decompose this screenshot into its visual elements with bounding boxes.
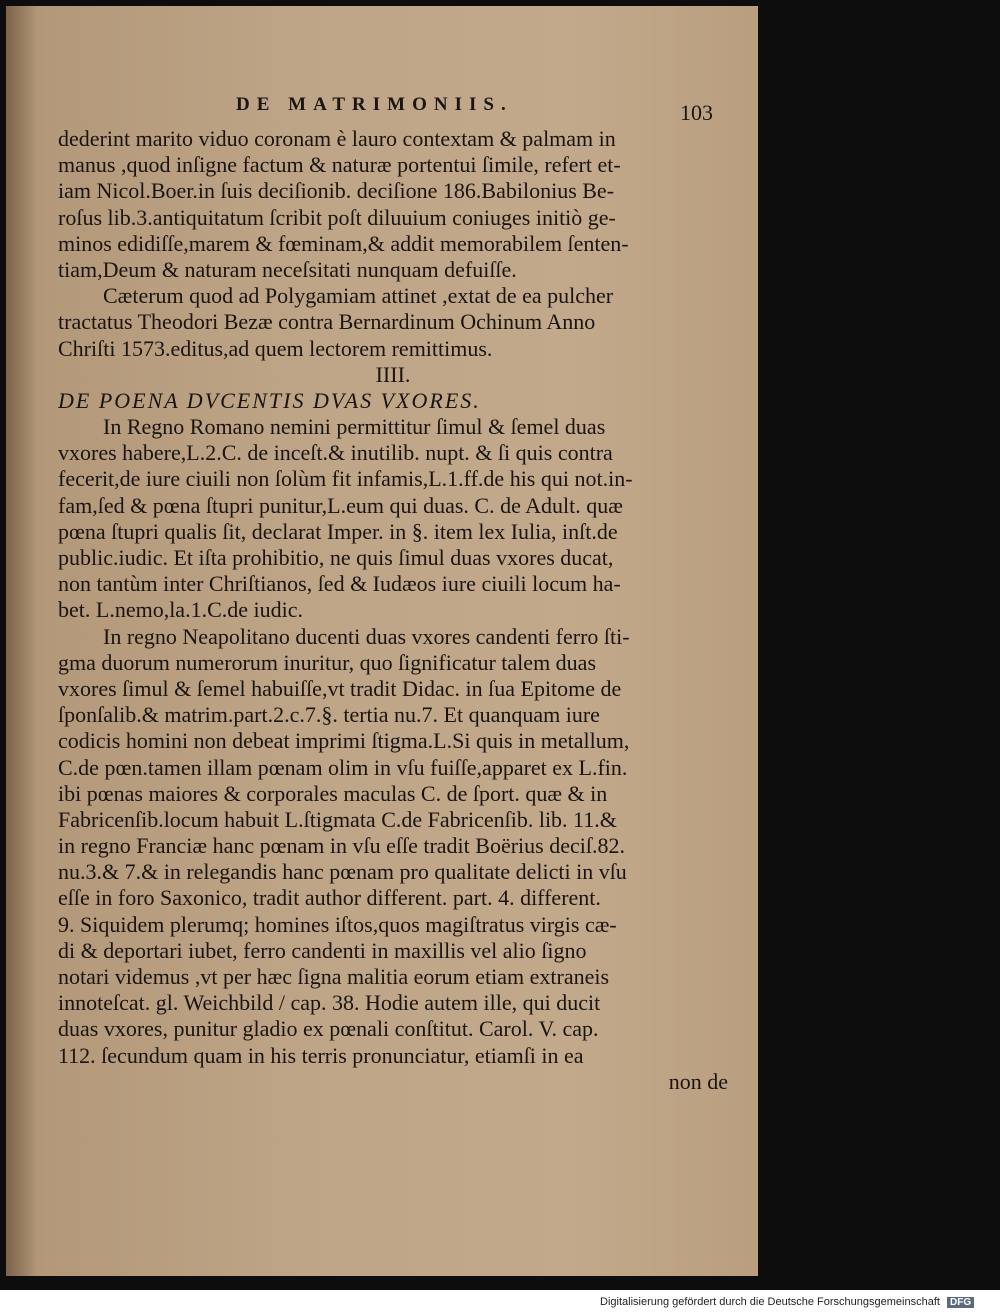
body-text [58,126,728,1095]
text-line: di & deportari iubet, ferro candenti in maxillis vel alio ſigno [58,937,587,963]
text-line: manus ,quod inſigne factum & naturæ portentui ſimile, refert et- [58,152,621,178]
text-line: duas vxores, punitur gladio ex pœnali conſtitut. Carol. V. cap. [58,1016,599,1042]
funding-footer [600,1296,992,1312]
text-line: In regno Neapolitano ducenti duas vxores candenti ferro ſti- [103,623,630,649]
text-line: eſſe in foro Saxonico, tradit author different. part. 4. different. [58,885,601,911]
text-line: vxores ſimul & ſemel habuiſſe,vt tradit Didac. in ſua Epitome de [58,675,622,701]
text-line: innoteſcat. gl. Weichbild / cap. 38. Hodie autem ille, qui ducit [58,990,601,1016]
page-number: 103 [680,100,713,125]
text-line: notari videmus ,vt per hæc ſigna malitia eorum etiam extraneis [58,964,610,989]
text-line: dederint marito viduo coronam è lauro contextam & palmam in [58,126,616,151]
text-line: gma duorum numerorum inuritur, quo ſignificatur talem duas [58,649,597,675]
text-line: tiam,Deum & naturam neceſsitati nunquam defuiſſe. [58,256,517,282]
text-line: in regno Franciæ hanc pœnam in vſu eſſe tradit Boërius deciſ.82. [58,833,625,859]
text-line: non tantùm inter Chriſtianos, ſed & Iudæos iure ciuili locum ha- [58,571,621,597]
text-line: 112. ſecundum quam in his terris pronunciatur, etiamſi in ea [58,1042,584,1068]
text-line: codicis homini non debeat imprimi ſtigma.L.Si quis in metallum, [58,728,630,754]
text-line: fecerit,de iure ciuili non ſolùm fit infamis,L.1.ff.de his qui not.in- [58,466,633,492]
text-line: C.de pœn.tamen illam pœnam olim in vſu fuiſſe,apparet ex L.fin. [58,754,628,780]
section-heading: DE POENA DVCENTIS DVAS VXORES. [58,387,481,413]
text-line: pœna ſtupri qualis ſit, declarat Imper. in §. item lex Iulia, inſt.de [58,518,618,544]
text-line: public.iudic. Et iſta prohibitio, ne quis ſimul duas vxores ducat, [58,545,614,570]
section-number: IIII. [375,361,411,387]
book-page [6,6,758,1276]
text-line: Chriſti 1573.editus,ad quem lectorem remittimus. [58,335,493,361]
funding-credit: Digitalisierung gefördert durch die Deutsche Forschungsgemeinschaft [600,1296,940,1308]
text-line: Cæterum quod ad Polygamiam attinet ,extat de ea pulcher [103,283,614,309]
text-line: nu.3.& 7.& in relegandis hanc pœnam pro qualitate delicti in vſu [58,859,627,885]
text-line: non de [668,1068,728,1094]
text-line: roſus lib.3.antiquitatum ſcribit poſt diluuium coniuges initiò ge- [58,204,616,230]
text-line: iam Nicol.Boer.in ſuis deciſionib. deciſione 186.Babilonius Be- [58,178,615,204]
gutter-shadow [6,6,36,1276]
text-line: bet. L.nemo,la.1.C.de iudic. [58,597,303,623]
text-line: In Regno Romano nemini permittitur ſimul & ſemel duas [103,414,606,440]
text-line: minos edidiſſe,marem & fœminam,& addit memorabilem ſenten- [58,230,629,256]
text-line: 9. Siquidem plerumq; homines iſtos,quos magiſtratus virgis cæ- [58,911,617,937]
text-line: vxores habere,L.2.C. de inceſt.& inutilib. nupt. & ſi quis contra [58,440,613,466]
running-head: DE MATRIMONIIS. [236,94,513,115]
dfg-logo: DFG [947,1297,974,1308]
text-line: ſponſalib.& matrim.part.2.c.7.§. tertia nu.7. Et quanquam iure [58,702,600,728]
text-line: fam,ſed & pœna ſtupri punitur,L.eum qui duas. C. de Adult. quæ [58,492,623,518]
text-line: ibi pœnas maiores & corporales maculas C. de ſport. quæ & in [58,780,608,806]
text-line: Fabricenſib.locum habuit L.ſtigmata C.de Fabricenſib. lib. 11.& [58,806,617,832]
text-line: tractatus Theodori Bezæ contra Bernardinum Ochinum Anno [58,309,596,335]
